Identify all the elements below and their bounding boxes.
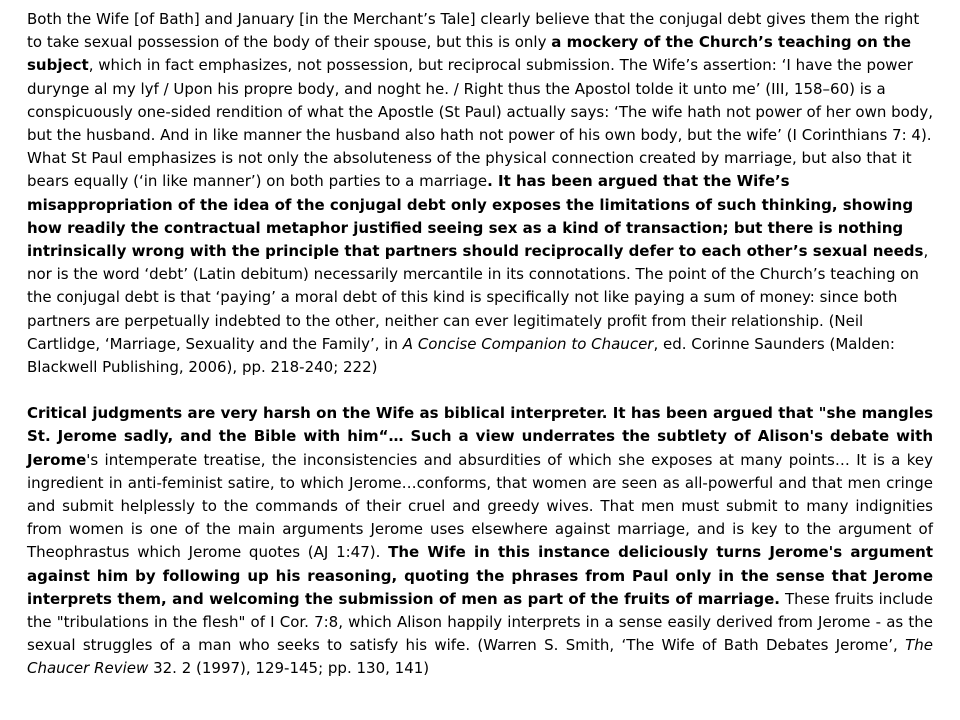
bold-emphasis: a mockery of the Church’s teaching on the subject [27, 33, 912, 75]
text-segment: Both the Wife [of Bath] and January [in the Merchant’s Tale] clearly believe that the conjugal debt gives them the right to take sexual possession of the body of their spouse, but this is only [27, 10, 920, 52]
quote-paragraph-smith [27, 402, 933, 680]
quote-paragraph-cartlidge [27, 8, 933, 379]
text-segment: , nor is the word ‘debt’ (Latin debitum) necessarily mercantile in its connotations. The point of the Church’s teaching on the conjugal debt is that ‘paying’ a moral debt of this kind is specifically not like paying a sum of money: since both partners are perpetually indebted to the other, neither can ever legitimately profit from their relationship. (Neil Cartlidge, ‘Marriage, Sexuality and the Family’, in [27, 242, 929, 353]
book-title: A Concise Companion to Chaucer [402, 334, 654, 353]
text-segment: These fruits include the "tribulations in the flesh" of I Cor. 7:8, which Alison happily interprets in a sense easily derived from Jerome - as the sexual struggles of a man who seeks to satisfy his wife. (Warren S. Smith, ‘The Wife of Bath Debates Jerome’, [27, 589, 933, 655]
citation-text: , ed. Corinne Saunders (Malden: Blackwell Publishing, 2006), pp. 218-240; 222) [27, 334, 895, 377]
bold-emphasis: Critical judgments are very harsh on the Wife as biblical interpreter. It has been argued that "she mangles St. Jerome sadly, and the Bible with him“… Such a view underrates the subtlety of Alison's debate with Jerome [27, 404, 933, 469]
bold-emphasis: . It has been argued that the Wife’s misappropriation of the idea of the conjugal debt only exposes the limitations of such thinking, showing how readily the contractual metaphor justified seeing sex as a kind of transaction; but there is nothing intrinsically wrong with the principle that partners should reciprocally defer to each other’s sexual needs [27, 172, 924, 261]
journal-title: The Chaucer Review [27, 636, 933, 678]
citation-text: 32. 2 (1997), 129-145; pp. 130, 141) [148, 659, 430, 678]
text-segment: 's intemperate treatise, the inconsistencies and absurdities of which she exposes at many points… It is a key ingredient in anti-feminist satire, to which Jerome…conforms, that women are seen as all-powerful and that men cringe and submit helplessly to the commands of their cruel and greedy wives. That men must submit to many indignities from women is one of the main arguments Jerome uses elsewhere against marriage, and is key to the argument of Theophrastus which Jerome quotes (AJ 1:47). [27, 450, 933, 562]
paragraph-spacer [27, 379, 933, 402]
text-segment: , which in fact emphasizes, not possession, but reciprocal submission. The Wife’s assertion: ‘I have the power durynge al my lyf / Upon his propre body, and noght he. / Right thus the Apostol tolde it unto me’ (III, 158–60) is a conspicuously one-sided rendition of what the Apostle (St Paul) actually says: ‘The wife hath not power of her own body, but the husband. And in like manner the husband also hath not power of his own body, but the wife’ (I Corinthians 7: 4). What St Paul emphasizes is not only the absoluteness of the physical connection created by marriage, but also that it bears equally (‘in like manner’) on both parties to a marriage [27, 56, 934, 191]
bold-emphasis: The Wife in this instance deliciously turns Jerome's argument against him by following up his reasoning, quoting the phrases from Paul only in the sense that Jerome interprets them, and welcoming the submission of men as part of the fruits of marriage. [27, 543, 933, 608]
